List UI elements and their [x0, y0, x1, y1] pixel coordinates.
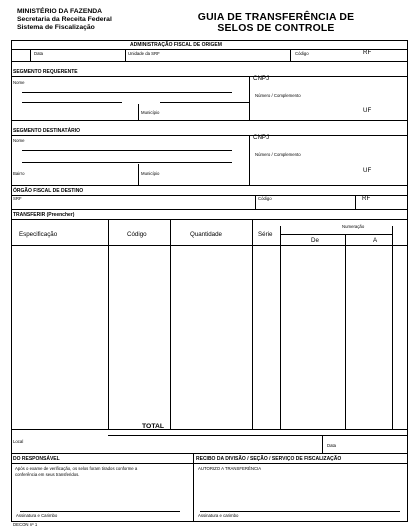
recipient-uf-label: UF: [363, 167, 372, 174]
requester-name-label: Nome: [13, 80, 25, 85]
form-frame: [11, 40, 408, 522]
col-series: Série: [258, 231, 273, 238]
destination-section-label: ÓRGÃO FISCAL DE DESTINO: [13, 188, 84, 194]
date-label: Data: [34, 51, 44, 56]
form-title-line1: GUIA DE TRANSFERÊNCIA DE: [197, 12, 355, 23]
recipient-cnpj-label: CNPJ: [253, 134, 270, 141]
responsible-section-label: DO RESPONSÁVEL: [13, 456, 60, 462]
recipient-address-label: Número / Complemento: [255, 152, 301, 157]
system-name: Sistema de Fiscalização: [17, 24, 95, 31]
fiscal-section-label: RECIBO DA DIVISÃO / SEÇÃO / SERVIÇO DE FISCALIZAÇÃO: [196, 456, 342, 462]
col-quantity: Quantidade: [190, 231, 222, 238]
destination-rf-label: RF: [362, 195, 371, 202]
origin-section-label: ADMINISTRAÇÃO FISCAL DE ORIGEM: [130, 42, 222, 48]
responsible-text-1: Após o exame de verificação, os selos foram tirados conforme a: [15, 466, 138, 471]
secretariat-name: Secretaria da Receita Federal: [17, 16, 112, 23]
col-from: De: [311, 237, 319, 244]
responsible-text-2: conferência em seus transferidos.: [15, 472, 80, 477]
signature-label: Assinatura e Carimbo: [16, 513, 58, 518]
col-numbering: Numeração: [342, 224, 365, 229]
transfer-section-label: TRANSFERIR (Preencher): [13, 212, 75, 218]
requester-cnpj-label: CNPJ: [253, 75, 270, 82]
destination-unit-label: SRF: [13, 196, 22, 201]
footer-date-label: Data: [327, 443, 337, 448]
recipient-name-label: Nome: [13, 138, 25, 143]
recipient-section-label: SEGMENTO DESTINATÁRIO: [13, 128, 81, 134]
fiscal-text: AUTORIZO A TRANSFERÊNCIA: [198, 466, 262, 471]
rf-label: RF: [363, 49, 372, 56]
total-label: TOTAL: [142, 423, 165, 430]
code-label: Código: [295, 51, 309, 56]
col-specification: Especificação: [19, 231, 58, 238]
place-label: Local: [13, 439, 24, 444]
requester-section-label: SEGMENTO REQUERENTE: [13, 69, 78, 75]
recipient-neighborhood-label: Bairro: [13, 171, 25, 176]
fiscal-signature-label: Assinatura e carimbo: [198, 513, 239, 518]
ministry-name: MINISTÉRIO DA FAZENDA: [17, 8, 103, 15]
recipient-municipality-label: Município: [141, 171, 160, 176]
requester-address-label: Número / Complemento: [255, 93, 301, 98]
unit-label: Unidade da SRF: [128, 51, 160, 56]
requester-municipality-label: Município: [141, 110, 160, 115]
form-code: DECON nº 1: [13, 522, 38, 527]
form-title-line2: SELOS DE CONTROLE: [217, 23, 335, 34]
destination-code-label: Código: [258, 196, 272, 201]
col-code: Código: [127, 231, 147, 238]
col-to: A: [373, 237, 378, 244]
requester-uf-label: UF: [363, 107, 372, 114]
